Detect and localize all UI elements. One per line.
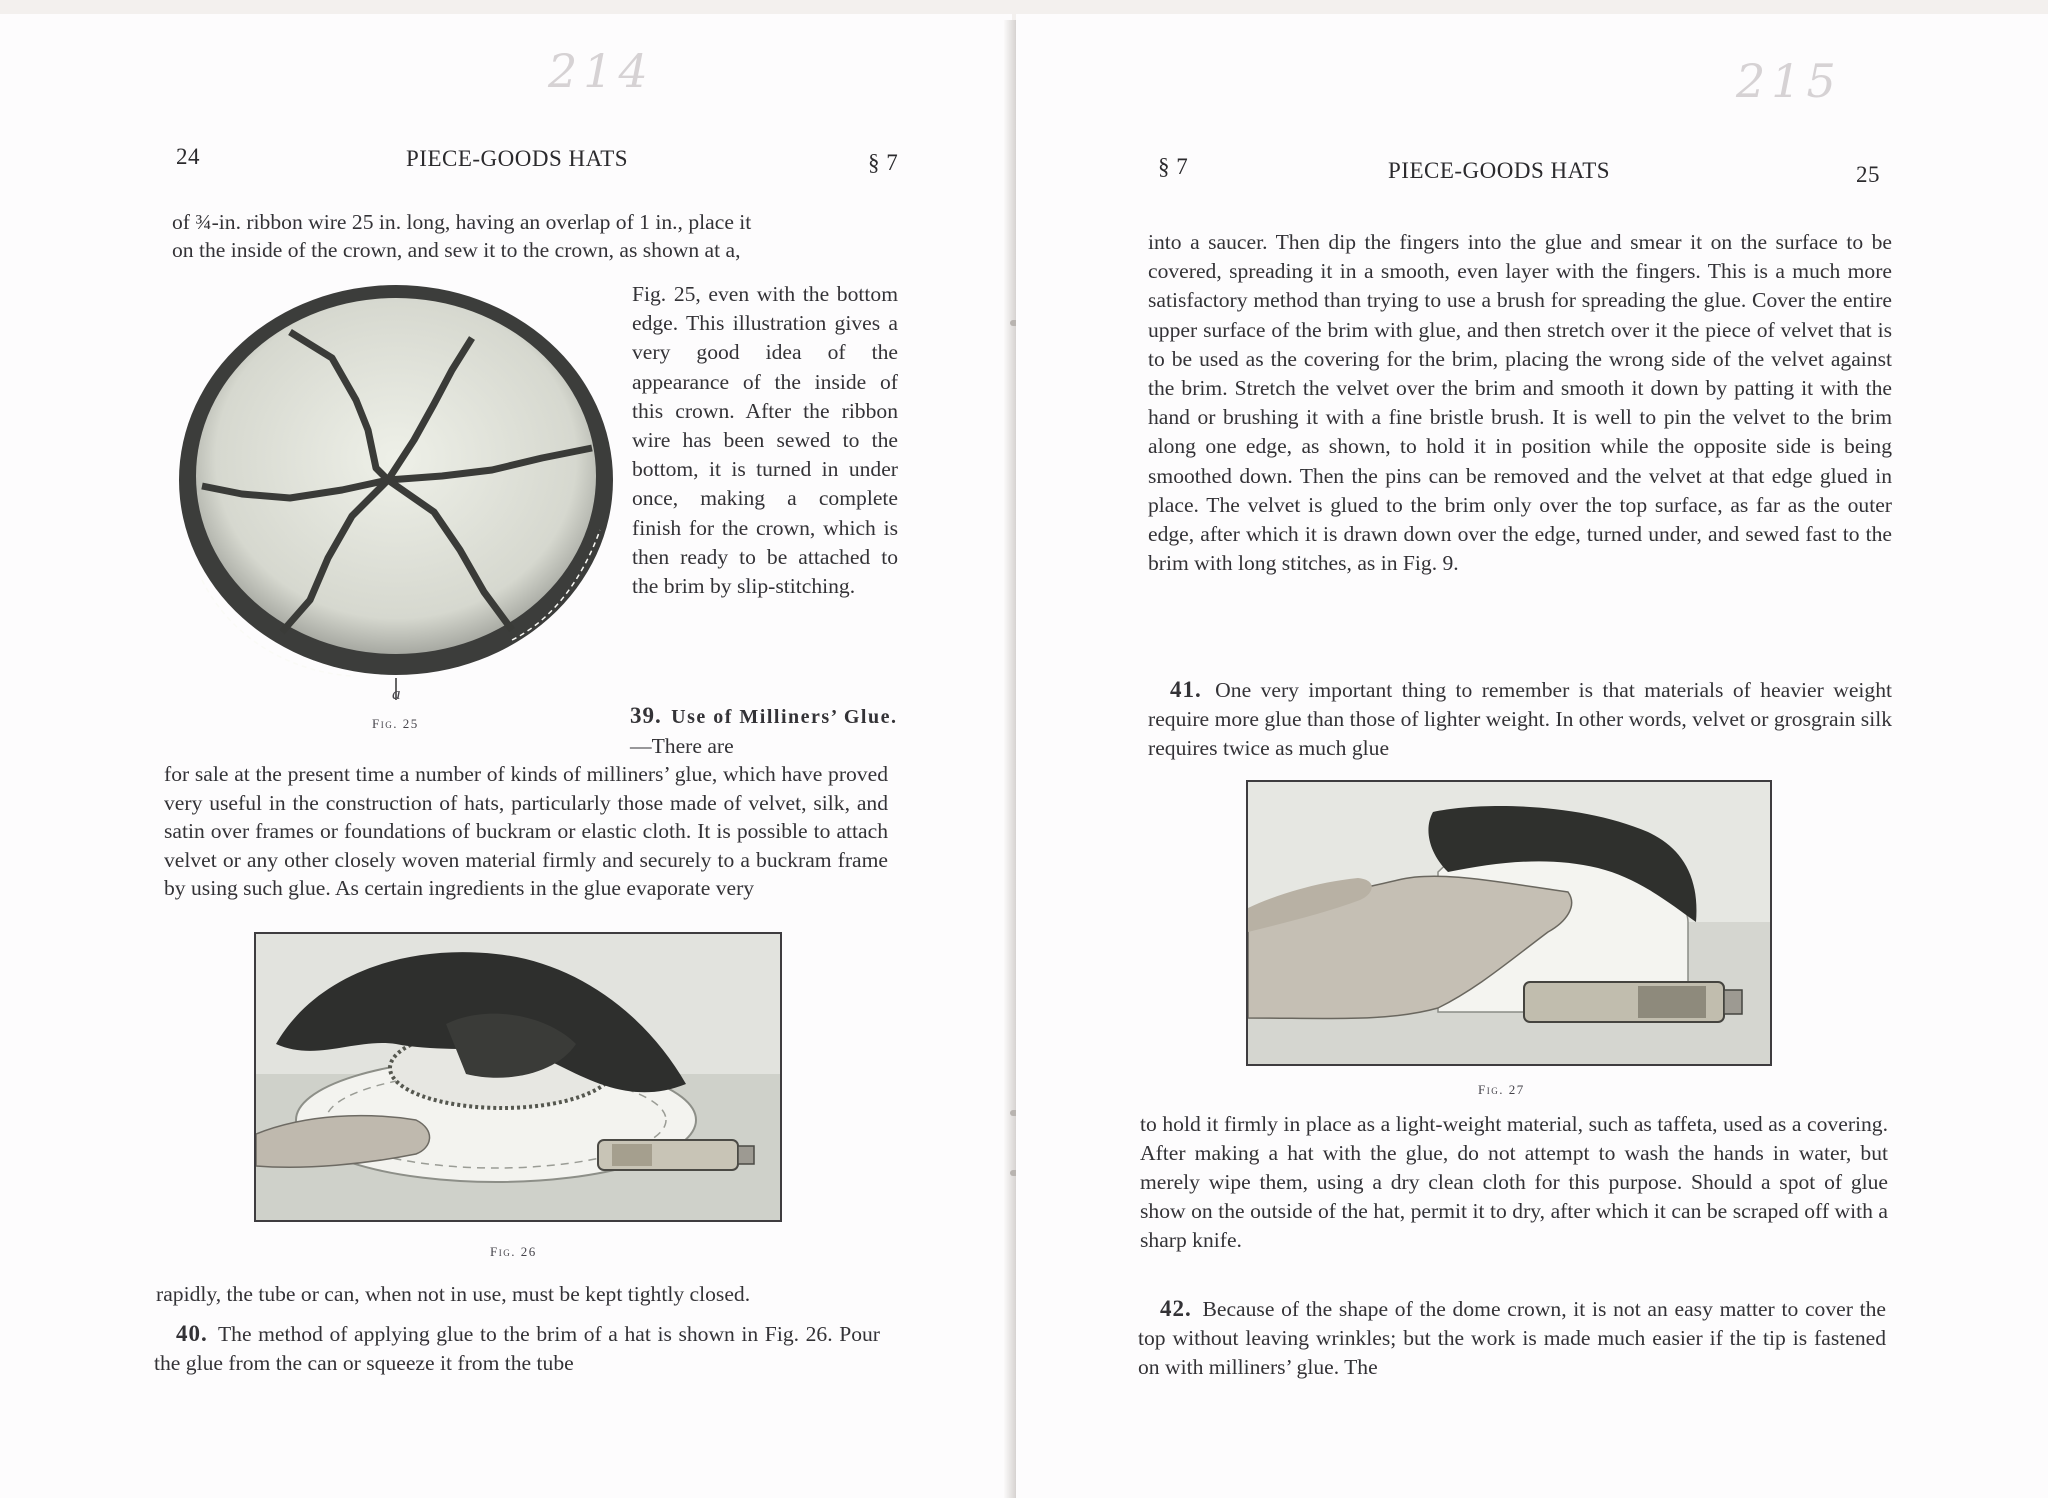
text-after-fig26: rapidly, the tube or can, when not in use, must be kept tightly closed. bbox=[156, 1282, 751, 1306]
fig26-caption: Fig. 26 bbox=[490, 1244, 537, 1259]
crown-illustration bbox=[172, 280, 618, 710]
page-number: 24 bbox=[176, 144, 200, 169]
paragraph-39-heading bbox=[630, 702, 898, 760]
paragraph-42 bbox=[1138, 1294, 1886, 1382]
running-title: PIECE-GOODS HATS bbox=[406, 146, 629, 171]
running-title: PIECE-GOODS HATS bbox=[1388, 158, 1611, 183]
section-mark: § 7 bbox=[868, 150, 899, 175]
left-page bbox=[0, 14, 1012, 1498]
figure-27-photo bbox=[1246, 780, 1772, 1066]
text-top-line-1: of ¾-in. ribbon wire 25 in. long, having an overlap of 1 in., place it bbox=[172, 210, 752, 234]
section-mark: § 7 bbox=[1158, 154, 1189, 179]
text-top-line-2: on the inside of the crown, and sew it to the crown, as shown at a, bbox=[172, 238, 741, 262]
smoothing-velvet-illustration bbox=[1248, 782, 1770, 1064]
paragraph-41-text: One very important thing to remember is that materials of heavier weight require more glue than those of lighter weight. In other words, velvet or grosgrain silk requires twice as much glue bbox=[1148, 678, 1892, 760]
handwritten-page-number: 214 bbox=[548, 44, 654, 98]
glue-brim-illustration bbox=[256, 934, 780, 1220]
figure-25-crown-image bbox=[172, 280, 618, 710]
paragraph-41 bbox=[1148, 676, 1892, 762]
text-top: into a saucer. Then dip the fingers into the glue and smear it on the surface to be covered, spreading it in a smooth, even layer with the fingers. This is a much more satisfactory method than trying to use a brush for spreading the glue. Cover the entire upper surface of the brim with glue, and then stretch over it the piece of velvet that is to be used as the covering for the brim, placing the wrong side of the velvet against the brim. Stretch the velvet over the brim and smooth it down by patting it with the hand or brushing it with a fine bristle brush. It is well to pin the velvet to the brim along one edge, as shown, to hold it in position while the opposite side is being smoothed down. Then the pins can be removed and the velvet at that edge glued in place. The velvet is glued to the brim only over the top surface, as far as the outer edge, after which it is drawn down over the edge, turned under, and sewed fast to the brim with long stitches, as in Fig. 9. bbox=[1148, 230, 1892, 576]
paragraph-40-text: The method of applying glue to the brim of a hat is shown in Fig. 26. Pour the glue from the can or squeeze it from the tube bbox=[154, 1322, 880, 1375]
text-after-fig27: to hold it firmly in place as a light-weight material, such as taffeta, used as a covering. After making a hat with the glue, do not attempt to wash the hands in water, but merely wipe them, using a dry clean cloth for this purpose. Should a spot of glue show on the outside of the hat, permit it to dry, after which it can be scraped off with a sharp knife. bbox=[1140, 1112, 1888, 1252]
fig25-caption: Fig. 25 bbox=[372, 716, 419, 731]
text-beside-fig25: Fig. 25, even with the bottom edge. This illustration gives a very good idea of the appearance of the inside of this crown. After the ribbon wire has been sewed to the bottom, it is turned in under once, making a complete finish for the crown, which is then ready to be attached to the brim by slip-stitching. bbox=[632, 282, 898, 599]
handwritten-page-number: 215 bbox=[1736, 54, 1842, 108]
paragraph-42-text: Because of the shape of the dome crown, it is not an easy matter to cover the top without leaving wrinkles; but the work is made much easier if the tip is fastened on with milliners’ glue. The bbox=[1138, 1297, 1886, 1379]
fig25-label-a: a bbox=[392, 684, 402, 703]
paragraph-39-side-text: —There are bbox=[630, 733, 734, 758]
page-number: 25 bbox=[1856, 162, 1880, 187]
right-page bbox=[1016, 14, 2048, 1498]
paragraph-42-number: 42. bbox=[1160, 1296, 1192, 1321]
paragraph-40 bbox=[154, 1320, 880, 1377]
paragraph-41-number: 41. bbox=[1170, 677, 1202, 702]
figure-26-photo bbox=[254, 932, 782, 1222]
paragraph-39-title: Use of Milliners’ Glue. bbox=[671, 706, 898, 728]
paragraph-40-number: 40. bbox=[176, 1321, 208, 1346]
fig27-caption: Fig. 27 bbox=[1478, 1082, 1525, 1097]
paragraph-39-number: 39. bbox=[630, 703, 662, 728]
paragraph-39-text: for sale at the present time a number of kinds of milliners’ glue, which have proved very useful in the construction of hats, particularly those made of velvet, silk, and satin over frames or foundations of buckram or elastic cloth. It is possible to attach velvet or any other closely woven material firmly and securely to a buckram frame by using such glue. As certain ingredients in the glue evaporate very bbox=[164, 762, 888, 900]
